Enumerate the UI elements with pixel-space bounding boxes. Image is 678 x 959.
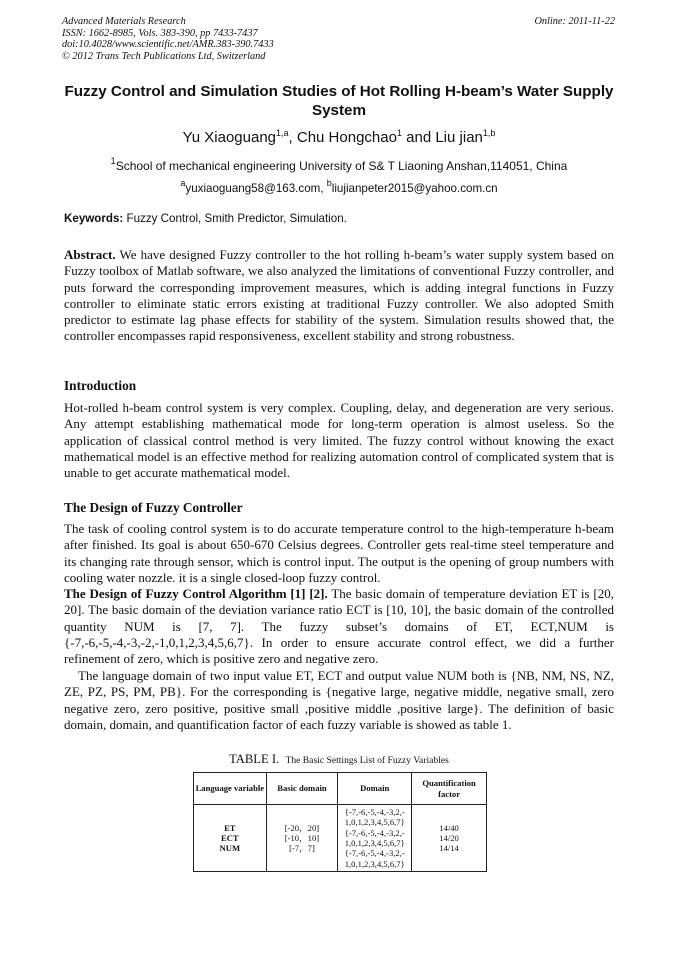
introduction-paragraph: Hot-rolled h-beam control system is very complex. Coupling, delay, and degeneration are very serious. Any attempt establishing mathematical mode for long-term operation is almost useless. So the application of classical control method is very limited. The fuzzy control without knowing the exact mathematical model is an effective method for realizing automation control of complicated system that is unable to get accurate mathematical model. [64, 400, 614, 481]
email-superscript: b [326, 178, 332, 188]
abstract-text: We have designed Fuzzy controller to the hot rolling h-beam’s water supply system based on Fuzzy toolbox of Matlab software, we also analyzed the limitations of conventional Fuzzy controller, and puts forward the corresponding improvement measures, which is adding integral functions in Fuzzy controller to eliminate static errors existing at traditional Fuzzy controller. We also adopted Smith predictor to estimate lag phase effects for stability of the system. Simulation results showed that, the controller encompasses rapid responsiveness, excellent stability and strong robustness. [64, 247, 614, 344]
domain-value: 1,0,1,2,3,4,5,6,7} [344, 817, 405, 828]
online-date: Online: 2011-11-22 [534, 16, 615, 27]
basic-domain-value: [-20，20] [284, 822, 320, 833]
table-caption [64, 752, 614, 767]
keywords-label: Keywords: [64, 212, 124, 225]
variable-name: ET [224, 822, 236, 833]
table-header-cell: Quantification factor [412, 773, 487, 805]
doi-line: doi:10.4028/www.scientific.net/AMR.383-390.7433 [62, 39, 274, 51]
domain-value: 1,0,1,2,3,4,5,6,7} [344, 858, 405, 869]
affiliation [64, 156, 614, 173]
domain-value: {-7,-6,-5,-4,-3,2,- [344, 807, 405, 818]
issn-line: ISSN: 1662-8985, Vols. 383-390, pp 7433-7437 [62, 27, 258, 39]
affiliation-text: School of mechanical engineering University of S& T Liaoning Anshan,114051, China [115, 159, 568, 173]
table-header-row [194, 773, 487, 805]
author-separator: and [401, 129, 436, 146]
basic-domain-value: [-7，7] [289, 843, 315, 854]
keywords-text: Fuzzy Control, Smith Predictor, Simulation. [126, 212, 347, 225]
author-superscript: 1,a [276, 128, 289, 138]
quantification-factor-value: 14/14 [439, 843, 459, 854]
abstract-paragraph [64, 247, 614, 345]
variable-name: NUM [219, 843, 241, 854]
paper-title: Fuzzy Control and Simulation Studies of Hot Rolling H-beam’s Water Supply System [64, 83, 614, 119]
fuzzy-settings-table [193, 772, 487, 872]
table-header-cell: Basic domain [266, 773, 338, 805]
algorithm-text: The basic domain of temperature deviation ET is [20, 20]. The basic domain of the deviation variance ratio ECT is [10, 10], the basic domain of the controlled quantity NUM is [7, 7]. The fuzzy subset’s domains of ET, ECT,NUM is {-7,-6,-5,-4,-3,-2,-1,0,1,2,3,4,5,6,7}. In order to ensure accurate control effect, we did a further refinement of zero, which is positive zero and negative zero. [64, 586, 615, 667]
table-cell-domains [338, 805, 412, 872]
email-address[interactable]: yuxiaoguang58@163.com [185, 182, 321, 195]
variable-name: ECT [220, 832, 239, 843]
section-heading-introduction: Introduction [64, 378, 137, 393]
email-separator: , [320, 182, 327, 195]
journal-name: Advanced Materials Research [62, 16, 186, 27]
domain-value: {-7,-6,-5,-4,-3,2,- [344, 827, 405, 838]
author-list [64, 128, 614, 146]
author-name: Yu Xiaoguang [182, 129, 277, 146]
copyright-line: © 2012 Trans Tech Publications Ltd, Switzerland [62, 50, 266, 62]
author-superscript: 1,b [482, 128, 496, 138]
quantification-factor-value: 14/40 [439, 822, 459, 833]
table-header-cell: Domain [338, 773, 412, 805]
email-list [64, 178, 614, 195]
table-caption-text: The Basic Settings List of Fuzzy Variables [285, 755, 449, 766]
basic-domain-value: [-10，10] [284, 832, 320, 843]
table-header-cell: Language variable [194, 773, 267, 805]
author-name: Chu Hongchao [296, 129, 397, 146]
table-caption-number: TABLE I. [229, 752, 280, 766]
domain-value: 1,0,1,2,3,4,5,6,7} [344, 838, 405, 848]
language-domain-paragraph: The language domain of two input value ET, ECT and output value NUM both is {NB, NM, NS, NZ, ZE, PZ, PS, PM, PB}. For the corresponding is {negative large, negative middle, negative small, zero negative zero, zero positive, positive small ,positive middle ,positive large}. The definition of basic domain, domain, and quantification factor of each fuzzy variable is showed as table 1. [64, 668, 614, 732]
email-address[interactable]: liujianpeter2015@yahoo.com.cn [331, 182, 498, 195]
email-superscript: a [180, 178, 186, 188]
algorithm-paragraph [64, 586, 614, 667]
algorithm-label: The Design of Fuzzy Control Algorithm [1] [2]. [64, 586, 328, 601]
table-cell-factors [412, 805, 487, 872]
table-cell-variables [194, 805, 267, 872]
keywords-line [64, 212, 347, 225]
table-row [194, 805, 487, 872]
design-paragraph: The task of cooling control system is to do accurate temperature control to the high-temperature h-beam after finished. Its goal is about 650-670 Celsius degrees. Controller gets real-time steel temperature and its changing rate through sensor, which is control input. The output is the opening of group numbers with cooling water nozzle. it is a single closed-loop fuzzy control. [64, 521, 614, 585]
domain-value: {-7,-6,-5,-4,-3,2,- [344, 848, 405, 859]
abstract-label: Abstract. [64, 247, 116, 262]
author-superscript: 1 [396, 128, 402, 138]
section-heading-design: The Design of Fuzzy Controller [64, 500, 243, 515]
quantification-factor-value: 14/20 [439, 832, 459, 843]
author-separator: , [288, 129, 297, 146]
affiliation-superscript: 1 [110, 156, 116, 166]
journal-info [62, 16, 274, 62]
author-name: Liu jian [435, 129, 483, 146]
table-cell-basic-domains [266, 805, 338, 872]
